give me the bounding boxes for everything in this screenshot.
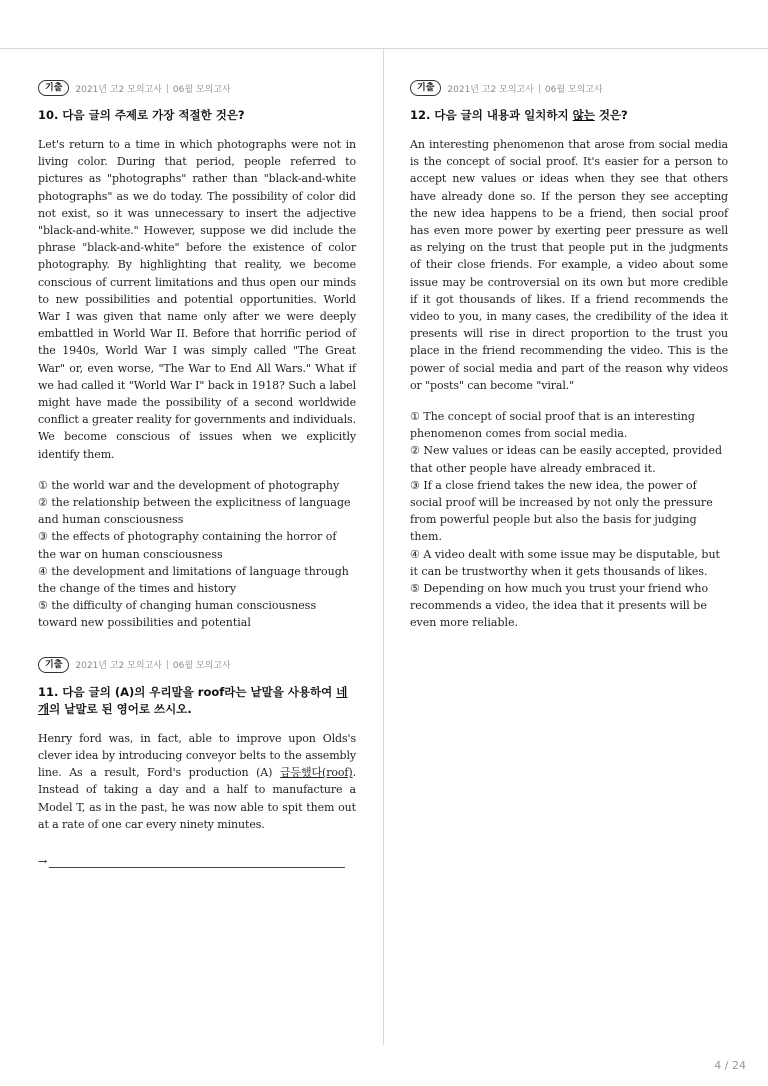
column-divider (383, 49, 384, 1045)
answer-line[interactable] (38, 855, 356, 868)
arrow-icon: → (38, 854, 48, 868)
question-12 (410, 79, 728, 632)
question-title (410, 107, 728, 124)
question-10 (38, 79, 356, 632)
answer-blank[interactable] (49, 857, 345, 868)
title-text-end: 의 낱말로 된 영어로 쓰시오. (49, 701, 192, 716)
meta-separator (167, 660, 168, 669)
title-text-end: 것은? (594, 108, 628, 122)
title-underlined: 네 개 (38, 684, 348, 716)
meta-separator (167, 84, 168, 93)
title-underlined: 않는 (572, 108, 595, 122)
exam-month: 06월 모의고사 (544, 84, 603, 95)
choice-list (38, 477, 356, 632)
title-text: 11. 다음 글의 (A)의 우리말을 roof라는 낱말을 사용하여 (38, 684, 337, 699)
choice-5[interactable]: ⑤ the difficulty of changing human consciousness toward new possibilities and potential (38, 599, 317, 630)
choice-2[interactable]: ② New values or ideas can be easily accepted, provided that other people have already embraced it. (410, 444, 723, 475)
question-11 (38, 656, 356, 868)
past-exam-badge: 기출 (410, 80, 441, 96)
exam-year: 2021년 고2 모의고사 (75, 661, 162, 672)
question-title: 10. 다음 글의 주제로 가장 적절한 것은? (38, 108, 245, 122)
exam-year: 2021년 고2 모의고사 (447, 84, 534, 95)
choice-3[interactable]: ③ the effects of photography containing the horror of the war on human consciousness (38, 530, 337, 561)
question-meta (38, 656, 356, 674)
choice-3[interactable]: ③ If a close friend takes the new idea, the power of social proof will be increased by not only the pressure from powerful people but also the basis for judging them. (410, 478, 713, 544)
header-rule (0, 48, 768, 49)
question-passage (38, 730, 356, 833)
title-text: 12. 다음 글의 내용과 일치하지 (410, 108, 573, 122)
question-passage: Let's return to a time in which photographs were not in living color. During that period, people referred to pictures as "photographs" rather than "black-and-white photographs" as we do today. The possibility of color did not exist, so it was unnecessary to insert the adjective "black-and-white." However, suppose we did include the phrase "black-and-white" before the existence of color photography. By highlighting that reality, we become conscious of current limitations and thus open our minds to new possibilities and potential opportunities. World War I was given that name only after we were deeply embattled in World War II. Before that horrific period of the 1940s, World War I was simply called "The Great War" or, even worse, "The War to End All Wars." What if we had called it "World War I" back in 1918? Such a label might have made the possibility of a second worldwide conflict a greater reality for governments and individuals. We become conscious of issues when we explicitly identify them. (38, 138, 356, 461)
question-title (38, 684, 356, 718)
passage-underlined: 급등했다(roof) (279, 766, 353, 780)
choice-list (410, 408, 728, 632)
choice-2[interactable]: ② the relationship between the explicitness of language and human consciousness (38, 496, 351, 527)
choice-5[interactable]: ⑤ Depending on how much you trust your friend who recommends a video, the idea that it presents will be even more reliable. (410, 582, 709, 630)
past-exam-badge: 기출 (38, 657, 69, 673)
choice-4[interactable]: ④ the development and limitations of language through the change of the times and history (38, 564, 349, 596)
question-meta (410, 79, 728, 97)
exam-month: 06월 모의고사 (172, 661, 231, 672)
exam-year: 2021년 고2 모의고사 (75, 84, 162, 95)
passage-text-end: . Instead of taking a day and a half to manufacture a Model T, as in the past, he was now able to spit them out at a rate of one car every ninety minutes. (38, 766, 356, 831)
question-passage: An interesting phenomenon that arose from social media is the concept of social proof. It's easier for a person to accept new values or ideas when they see that others have already done so. If the person they see accepting the new idea happens to be a friend, then social proof has even more power by exerting peer pressure as well as relying on the trust that people put in the judgments of their close friends. For example, a video about some issue may be controversial on its own but more credible if it got thousands of likes. If a friend recommends the video to you, in many cases, the credibility of the idea it presents will rise in direct proportion to the trust you place in the friend recommending the video. This is the power of social media and part of the reason why videos or "posts" can become "viral." (410, 138, 728, 392)
meta-separator (539, 84, 540, 93)
choice-1[interactable]: ① the world war and the development of photography (38, 478, 340, 492)
choice-4[interactable]: ④ A video dealt with some issue may be disputable, but it can be trustworthy when it gets thousands of likes. (410, 547, 720, 578)
passage-text: Henry ford was, in fact, able to improve upon Olds's clever idea by introducing conveyor belts to the assembly line. As a result, Ford's production (A) (38, 731, 356, 780)
past-exam-badge: 기출 (38, 80, 69, 96)
question-meta (38, 79, 356, 97)
left-column (38, 79, 356, 892)
right-column (410, 79, 728, 656)
choice-1[interactable]: ① The concept of social proof that is an interesting phenomenon comes from social media. (410, 410, 695, 441)
exam-month: 06월 모의고사 (172, 84, 231, 95)
page-number: 4 / 24 (714, 1059, 746, 1072)
